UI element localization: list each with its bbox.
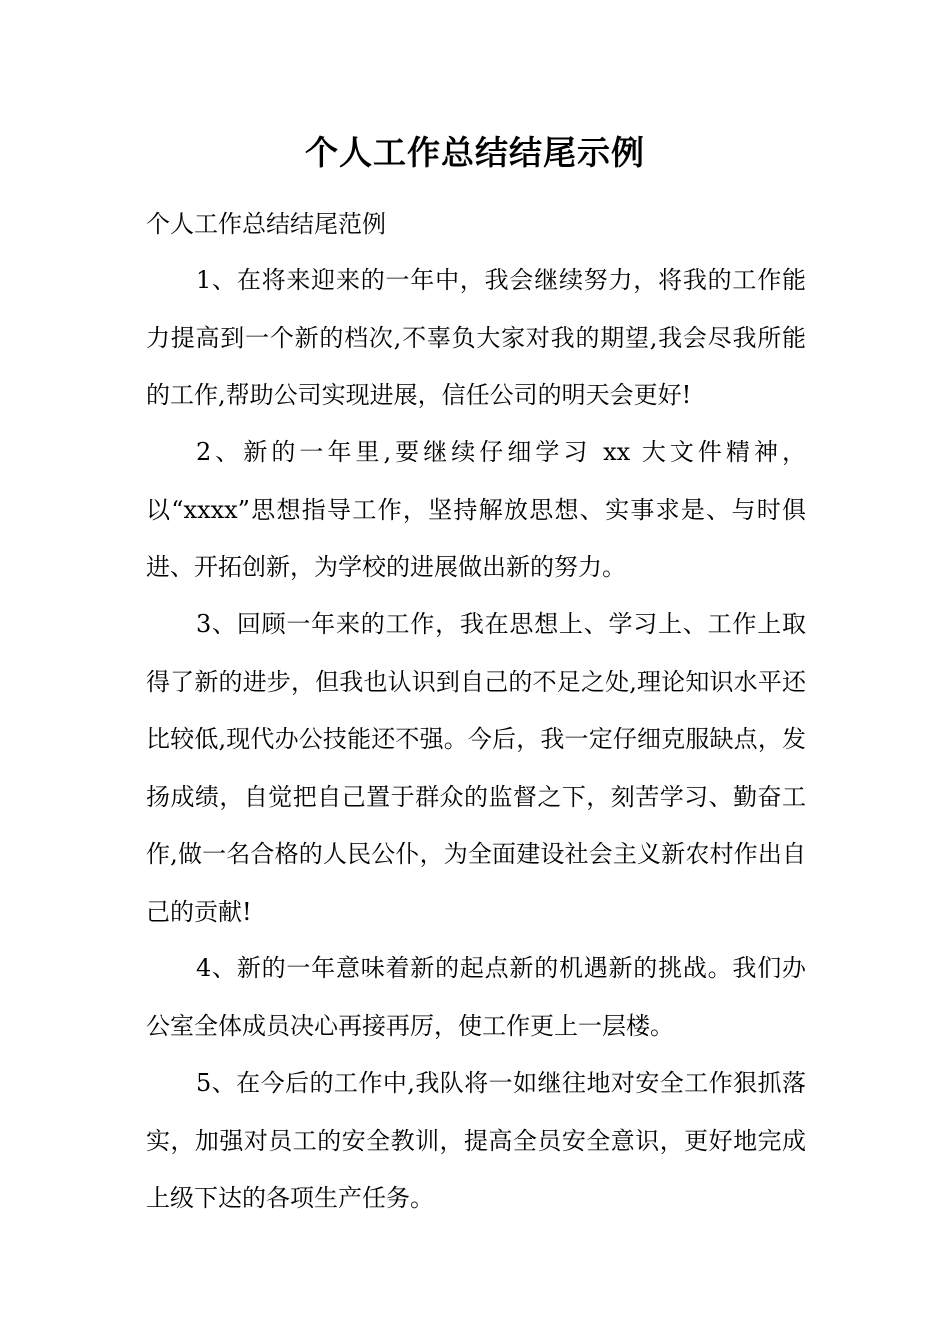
- paragraph-3: 3、回顾一年来的工作，我在思想上、学习上、工作上取得了新的进步，但我也认识到自己的不足之处,理论知识水平还比较低,现代办公技能还不强。今后，我一定仔细克服缺点，发扬成绩，自觉把自己置于群众的监督之下，刻苦学习、勤奋工作,做一名合格的人民公仆，为全面建设社会主义新农村作出自己的贡献!: [146, 610, 806, 926]
- paragraph-5: 5、在今后的工作中,我队将一如继往地对安全工作狠抓落实，加强对员工的安全教训，提高全员安全意识，更好地完成上级下达的各项生产任务。: [146, 1069, 806, 1212]
- paragraph-1: 1、在将来迎来的一年中，我会继续努力，将我的工作能力提高到一个新的档次,不辜负大家对我的期望,我会尽我所能的工作,帮助公司实现进展，信任公司的明天会更好!: [146, 266, 806, 409]
- paragraph-2: 2、新的一年里,要继续仔细学习 xx 大文件精神，以“xxxx”思想指导工作，坚持解放思想、实事求是、与时俱进、开拓创新，为学校的进展做出新的努力。: [146, 438, 806, 581]
- document-title: 个人工作总结结尾示例: [305, 133, 645, 172]
- document-subtitle: 个人工作总结结尾范例: [146, 210, 386, 238]
- paragraph-4: 4、新的一年意味着新的起点新的机遇新的挑战。我们办公室全体成员决心再接再厉，使工作更上一层楼。: [146, 954, 806, 1040]
